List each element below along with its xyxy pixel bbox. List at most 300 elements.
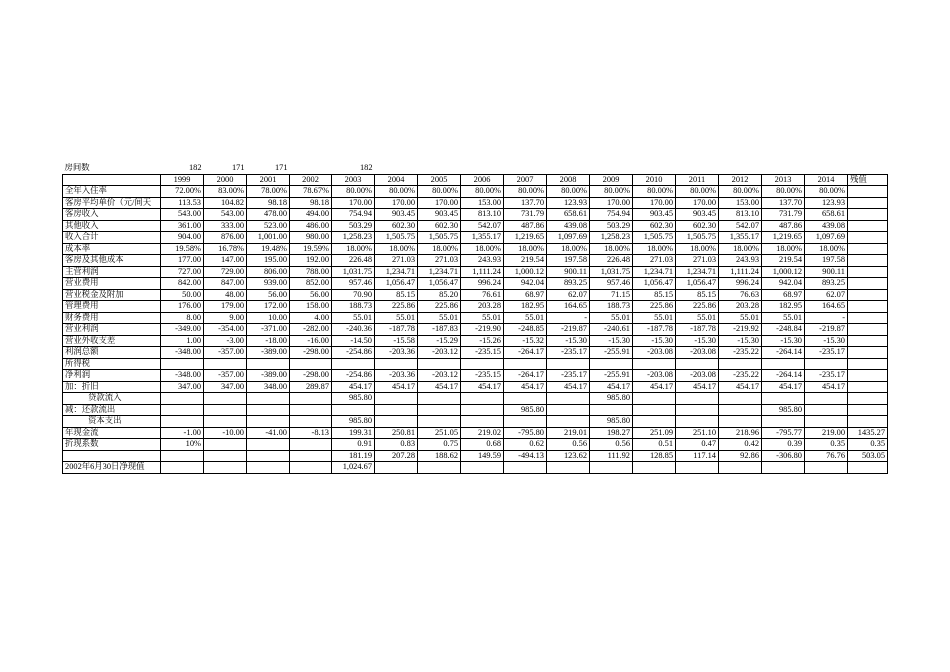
table-cell: 1,097.69 [805, 232, 848, 244]
table-cell: 1,355.17 [719, 232, 762, 244]
table-cell [848, 312, 888, 324]
table-cell [805, 393, 848, 405]
table-row [63, 255, 888, 267]
table-cell [805, 416, 848, 428]
table-cell: 503.29 [590, 220, 633, 232]
table-cell: -795.77 [762, 427, 805, 439]
row-label: 年现金流 [63, 427, 161, 439]
table-cell [247, 358, 290, 370]
table-cell: 80.00% [332, 186, 375, 198]
table-cell: -15.26 [461, 335, 504, 347]
table-cell: 903.45 [676, 209, 719, 221]
table-cell: 250.81 [375, 427, 418, 439]
table-cell: 0.91 [332, 439, 375, 451]
table-cell: 251.09 [633, 427, 676, 439]
room-count-row [63, 163, 888, 174]
table-cell [290, 404, 332, 416]
table-cell [547, 416, 590, 428]
table-cell: 219.54 [504, 255, 547, 267]
header-year-cell: 2002 [290, 174, 332, 186]
table-cell: 996.24 [461, 278, 504, 290]
table-cell: 10.00 [247, 312, 290, 324]
table-cell: 170.00 [332, 197, 375, 209]
table-cell: 113.53 [161, 197, 204, 209]
table-row [63, 450, 888, 462]
table-cell: -235.22 [719, 370, 762, 382]
table-cell: 1,024.67 [332, 462, 375, 474]
row-label: 成本率 [63, 243, 161, 255]
table-cell: 0.35 [848, 439, 888, 451]
table-cell: 985.80 [590, 416, 633, 428]
table-cell: -41.00 [247, 427, 290, 439]
header-corner [63, 174, 161, 186]
table-cell: 197.58 [547, 255, 590, 267]
table-cell: -219.87 [805, 324, 848, 336]
table-cell [504, 416, 547, 428]
table-cell [290, 393, 332, 405]
table-cell: 55.01 [590, 312, 633, 324]
table-cell: 348.00 [247, 381, 290, 393]
row-label: 净利润 [63, 370, 161, 382]
table-cell: 55.01 [332, 312, 375, 324]
table-row [63, 347, 888, 359]
table-cell [719, 462, 762, 474]
table-cell [848, 197, 888, 209]
header-year-cell: 2001 [247, 174, 290, 186]
table-cell: -203.12 [418, 370, 461, 382]
table-cell: -15.30 [590, 335, 633, 347]
table-cell: 900.11 [547, 266, 590, 278]
table-cell: 1,031.75 [332, 266, 375, 278]
row-label [63, 450, 161, 462]
row-label: 2002年6月30日净现值 [63, 462, 161, 474]
table-cell: -15.29 [418, 335, 461, 347]
table-cell [805, 462, 848, 474]
table-cell: 137.70 [762, 197, 805, 209]
table-cell: 494.00 [290, 209, 332, 221]
table-cell [161, 450, 204, 462]
table-cell: -240.61 [590, 324, 633, 336]
table-cell [461, 393, 504, 405]
header-year-cell: 2000 [204, 174, 247, 186]
table-cell [676, 358, 719, 370]
header-year-cell: 2010 [633, 174, 676, 186]
table-cell: 104.82 [204, 197, 247, 209]
table-cell: 80.00% [633, 186, 676, 198]
table-row [63, 324, 888, 336]
table-cell [332, 358, 375, 370]
table-cell: 957.46 [590, 278, 633, 290]
table-cell: 219.01 [547, 427, 590, 439]
table-cell: 85.15 [676, 289, 719, 301]
table-cell [290, 416, 332, 428]
table-cell: -1.00 [161, 427, 204, 439]
table-cell: 188.73 [590, 301, 633, 313]
table-cell: -264.17 [504, 370, 547, 382]
table-cell: 123.93 [805, 197, 848, 209]
row-label: 营业费用 [63, 278, 161, 290]
table-cell: -298.00 [290, 347, 332, 359]
header-year-cell: 2012 [719, 174, 762, 186]
table-cell: 80.00% [418, 186, 461, 198]
header-year-cell: 2014 [805, 174, 848, 186]
row-label: 营业外收支差 [63, 335, 161, 347]
table-cell: 486.00 [290, 220, 332, 232]
table-cell [848, 266, 888, 278]
table-cell: 1,001.00 [247, 232, 290, 244]
table-cell: 198.27 [590, 427, 633, 439]
table-cell [762, 416, 805, 428]
table-row [63, 243, 888, 255]
table-cell: 903.45 [633, 209, 676, 221]
table-cell [461, 416, 504, 428]
table-cell: 0.62 [504, 439, 547, 451]
table-cell: 78.00% [247, 186, 290, 198]
table-cell [848, 347, 888, 359]
table-cell: 164.65 [547, 301, 590, 313]
table-cell: 454.17 [375, 381, 418, 393]
table-cell: -240.36 [332, 324, 375, 336]
table-cell: 18.00% [504, 243, 547, 255]
table-row [63, 278, 888, 290]
table-cell: 1,111.24 [461, 266, 504, 278]
table-cell: 50.00 [161, 289, 204, 301]
table-cell: 18.00% [332, 243, 375, 255]
table-cell: 170.00 [676, 197, 719, 209]
table-cell: 80.00% [590, 186, 633, 198]
table-cell: -187.78 [375, 324, 418, 336]
table-cell [848, 393, 888, 405]
table-cell: 893.25 [547, 278, 590, 290]
table-row [63, 370, 888, 382]
table-cell [848, 289, 888, 301]
table-cell [590, 358, 633, 370]
table-cell: -203.08 [676, 347, 719, 359]
table-cell: 439.08 [805, 220, 848, 232]
header-year-cell: 2013 [762, 174, 805, 186]
table-cell: 893.25 [805, 278, 848, 290]
table-row [63, 381, 888, 393]
table-cell: 80.00% [375, 186, 418, 198]
table-cell [719, 358, 762, 370]
table-row [63, 462, 888, 474]
table-cell: -354.00 [204, 324, 247, 336]
table-cell: -235.15 [461, 347, 504, 359]
table-cell [848, 301, 888, 313]
header-year-cell: 1999 [161, 174, 204, 186]
table-cell: 56.00 [290, 289, 332, 301]
table-cell: 1,234.71 [375, 266, 418, 278]
table-cell [247, 462, 290, 474]
table-cell [375, 358, 418, 370]
table-cell [161, 416, 204, 428]
row-label: 全年入住率 [63, 186, 161, 198]
table-cell: 454.17 [633, 381, 676, 393]
table-cell: 68.97 [504, 289, 547, 301]
table-cell: 729.00 [204, 266, 247, 278]
table-cell: 903.45 [375, 209, 418, 221]
table-cell [418, 393, 461, 405]
table-cell: -349.00 [161, 324, 204, 336]
table-cell: -203.36 [375, 347, 418, 359]
table-cell: 48.00 [204, 289, 247, 301]
table-cell: -10.00 [204, 427, 247, 439]
table-cell: 271.03 [676, 255, 719, 267]
table-cell: 243.93 [719, 255, 762, 267]
table-cell: -187.78 [676, 324, 719, 336]
table-cell: 271.03 [418, 255, 461, 267]
table-cell: 85.15 [375, 289, 418, 301]
table-cell: -389.00 [247, 347, 290, 359]
table-cell: -18.00 [247, 335, 290, 347]
table-cell: 876.00 [204, 232, 247, 244]
table-cell: 503.29 [332, 220, 375, 232]
table-cell [375, 404, 418, 416]
table-cell: 788.00 [290, 266, 332, 278]
table-cell: 80.00% [719, 186, 762, 198]
table-cell: 842.00 [161, 278, 204, 290]
table-cell: -15.30 [547, 335, 590, 347]
table-cell: 813.10 [461, 209, 504, 221]
table-cell: 1,056.47 [676, 278, 719, 290]
table-cell: 62.07 [805, 289, 848, 301]
table-cell: -14.50 [332, 335, 375, 347]
table-cell [461, 358, 504, 370]
table-cell [247, 404, 290, 416]
table-cell: -255.91 [590, 347, 633, 359]
table-cell: 0.47 [676, 439, 719, 451]
table-cell: -15.30 [633, 335, 676, 347]
table-cell: -254.86 [332, 347, 375, 359]
table-cell: 176.00 [161, 301, 204, 313]
table-cell: 203.28 [719, 301, 762, 313]
table-cell [590, 462, 633, 474]
table-cell [375, 393, 418, 405]
table-cell [676, 462, 719, 474]
table-cell: 153.00 [719, 197, 762, 209]
table-cell: 478.00 [247, 209, 290, 221]
table-cell: 225.86 [375, 301, 418, 313]
table-row [63, 427, 888, 439]
table-cell: 454.17 [719, 381, 762, 393]
table-cell: -219.92 [719, 324, 762, 336]
table-cell [204, 393, 247, 405]
table-cell: 487.86 [504, 220, 547, 232]
row-label: 减：还款流出 [63, 404, 161, 416]
table-cell: -235.22 [719, 347, 762, 359]
table-cell: 55.01 [504, 312, 547, 324]
table-cell: -219.90 [461, 324, 504, 336]
table-row [63, 312, 888, 324]
header-year-cell: 2004 [375, 174, 418, 186]
table-cell [161, 462, 204, 474]
table-cell: 1,505.75 [676, 232, 719, 244]
table-cell: 985.80 [504, 404, 547, 416]
table-cell: 225.86 [676, 301, 719, 313]
table-cell: 76.63 [719, 289, 762, 301]
table-cell [719, 393, 762, 405]
table-cell [848, 232, 888, 244]
table-cell: 985.80 [762, 404, 805, 416]
table-cell: 10% [161, 439, 204, 451]
table-cell: 1,000.12 [762, 266, 805, 278]
table-cell: -3.00 [204, 335, 247, 347]
table-cell: 182.95 [504, 301, 547, 313]
table-cell: 55.01 [375, 312, 418, 324]
table-row [63, 186, 888, 198]
header-year-cell: 2006 [461, 174, 504, 186]
header-year-cell: 2011 [676, 174, 719, 186]
header-row [63, 174, 888, 186]
table-cell: 85.20 [418, 289, 461, 301]
table-cell: 454.17 [461, 381, 504, 393]
table-cell: -282.00 [290, 324, 332, 336]
table-cell: 0.51 [633, 439, 676, 451]
room-count-2001: 171 [274, 163, 288, 173]
table-cell [204, 439, 247, 451]
table-cell: 203.28 [461, 301, 504, 313]
row-label: 加：折旧 [63, 381, 161, 393]
table-cell: 271.03 [375, 255, 418, 267]
table-cell: 942.04 [504, 278, 547, 290]
table-cell: -15.30 [719, 335, 762, 347]
row-label: 其他收入 [63, 220, 161, 232]
table-row [63, 358, 888, 370]
spreadsheet-table [62, 163, 888, 474]
table-cell: 128.85 [633, 450, 676, 462]
table-cell: 219.02 [461, 427, 504, 439]
row-label: 管理费用 [63, 301, 161, 313]
table-cell [633, 404, 676, 416]
table-cell: 543.00 [204, 209, 247, 221]
table-cell: 0.42 [719, 439, 762, 451]
table-cell: -15.30 [676, 335, 719, 347]
table-cell: 55.01 [633, 312, 676, 324]
table-cell: 123.62 [547, 450, 590, 462]
row-label: 所得税 [63, 358, 161, 370]
table-cell [676, 416, 719, 428]
table-cell [461, 404, 504, 416]
table-cell [590, 404, 633, 416]
table-cell: 18.00% [805, 243, 848, 255]
table-cell: 9.00 [204, 312, 247, 324]
table-row [63, 404, 888, 416]
table-row [63, 232, 888, 244]
table-row [63, 439, 888, 451]
table-cell: 19.48% [247, 243, 290, 255]
table-cell: 197.58 [805, 255, 848, 267]
table-cell: -248.84 [762, 324, 805, 336]
table-cell: 226.48 [590, 255, 633, 267]
table-cell: 56.00 [247, 289, 290, 301]
table-cell: 1,234.71 [633, 266, 676, 278]
table-cell: 18.00% [547, 243, 590, 255]
table-cell: 137.70 [504, 197, 547, 209]
row-label: 客房收入 [63, 209, 161, 221]
table-cell: 251.10 [676, 427, 719, 439]
table-cell [633, 462, 676, 474]
header-year-cell: 2009 [590, 174, 633, 186]
table-cell: 1,056.47 [418, 278, 461, 290]
table-cell: 985.80 [590, 393, 633, 405]
table-cell: 454.17 [504, 381, 547, 393]
table-cell: 188.62 [418, 450, 461, 462]
table-cell: 1,258.23 [590, 232, 633, 244]
table-cell: 19.58% [161, 243, 204, 255]
table-cell: 55.01 [676, 312, 719, 324]
table-cell: -235.17 [547, 370, 590, 382]
table-cell [418, 404, 461, 416]
table-cell: 181.19 [332, 450, 375, 462]
table-cell: 18.00% [633, 243, 676, 255]
table-cell: 903.45 [418, 209, 461, 221]
table-cell [204, 462, 247, 474]
table-cell: 72.00% [161, 186, 204, 198]
table-cell [848, 335, 888, 347]
table-cell: 289.87 [290, 381, 332, 393]
table-cell: 1,111.24 [719, 266, 762, 278]
table-cell [848, 404, 888, 416]
table-row [63, 197, 888, 209]
table-cell [848, 186, 888, 198]
room-count-2003: 182 [359, 163, 373, 173]
table-cell [805, 404, 848, 416]
table-row [63, 335, 888, 347]
table-cell: -15.58 [375, 335, 418, 347]
table-cell: 658.61 [547, 209, 590, 221]
table-cell: -348.00 [161, 347, 204, 359]
table-cell: 0.83 [375, 439, 418, 451]
table-cell: -306.80 [762, 450, 805, 462]
table-cell: 55.01 [719, 312, 762, 324]
table-cell [547, 393, 590, 405]
table-cell: 0.39 [762, 439, 805, 451]
table-cell: 0.75 [418, 439, 461, 451]
table-cell: -203.08 [633, 370, 676, 382]
table-cell [290, 439, 332, 451]
table-cell: 813.10 [719, 209, 762, 221]
table-cell: 939.00 [247, 278, 290, 290]
table-cell: -494.13 [504, 450, 547, 462]
table-cell: 4.00 [290, 312, 332, 324]
room-count-1999: 182 [188, 163, 202, 173]
table-cell: 454.17 [762, 381, 805, 393]
table-cell: 542.07 [461, 220, 504, 232]
table-cell: 243.93 [461, 255, 504, 267]
table-cell: 80.00% [762, 186, 805, 198]
table-cell: 487.86 [762, 220, 805, 232]
table-cell: 985.80 [332, 416, 375, 428]
row-label: 收入合计 [63, 232, 161, 244]
table-cell [204, 450, 247, 462]
table-cell: 996.24 [719, 278, 762, 290]
table-cell [762, 393, 805, 405]
table-cell [633, 416, 676, 428]
table-cell: 1,505.75 [633, 232, 676, 244]
table-cell: 347.00 [204, 381, 247, 393]
header-year-cell: 2007 [504, 174, 547, 186]
table-cell: -371.00 [247, 324, 290, 336]
table-cell: 0.56 [590, 439, 633, 451]
table-cell [247, 393, 290, 405]
table-cell: 199.31 [332, 427, 375, 439]
table-cell: 80.00% [547, 186, 590, 198]
table-cell: 847.00 [204, 278, 247, 290]
table-cell: 727.00 [161, 266, 204, 278]
table-cell: 542.07 [719, 220, 762, 232]
table-row [63, 220, 888, 232]
table-cell: 76.76 [805, 450, 848, 462]
